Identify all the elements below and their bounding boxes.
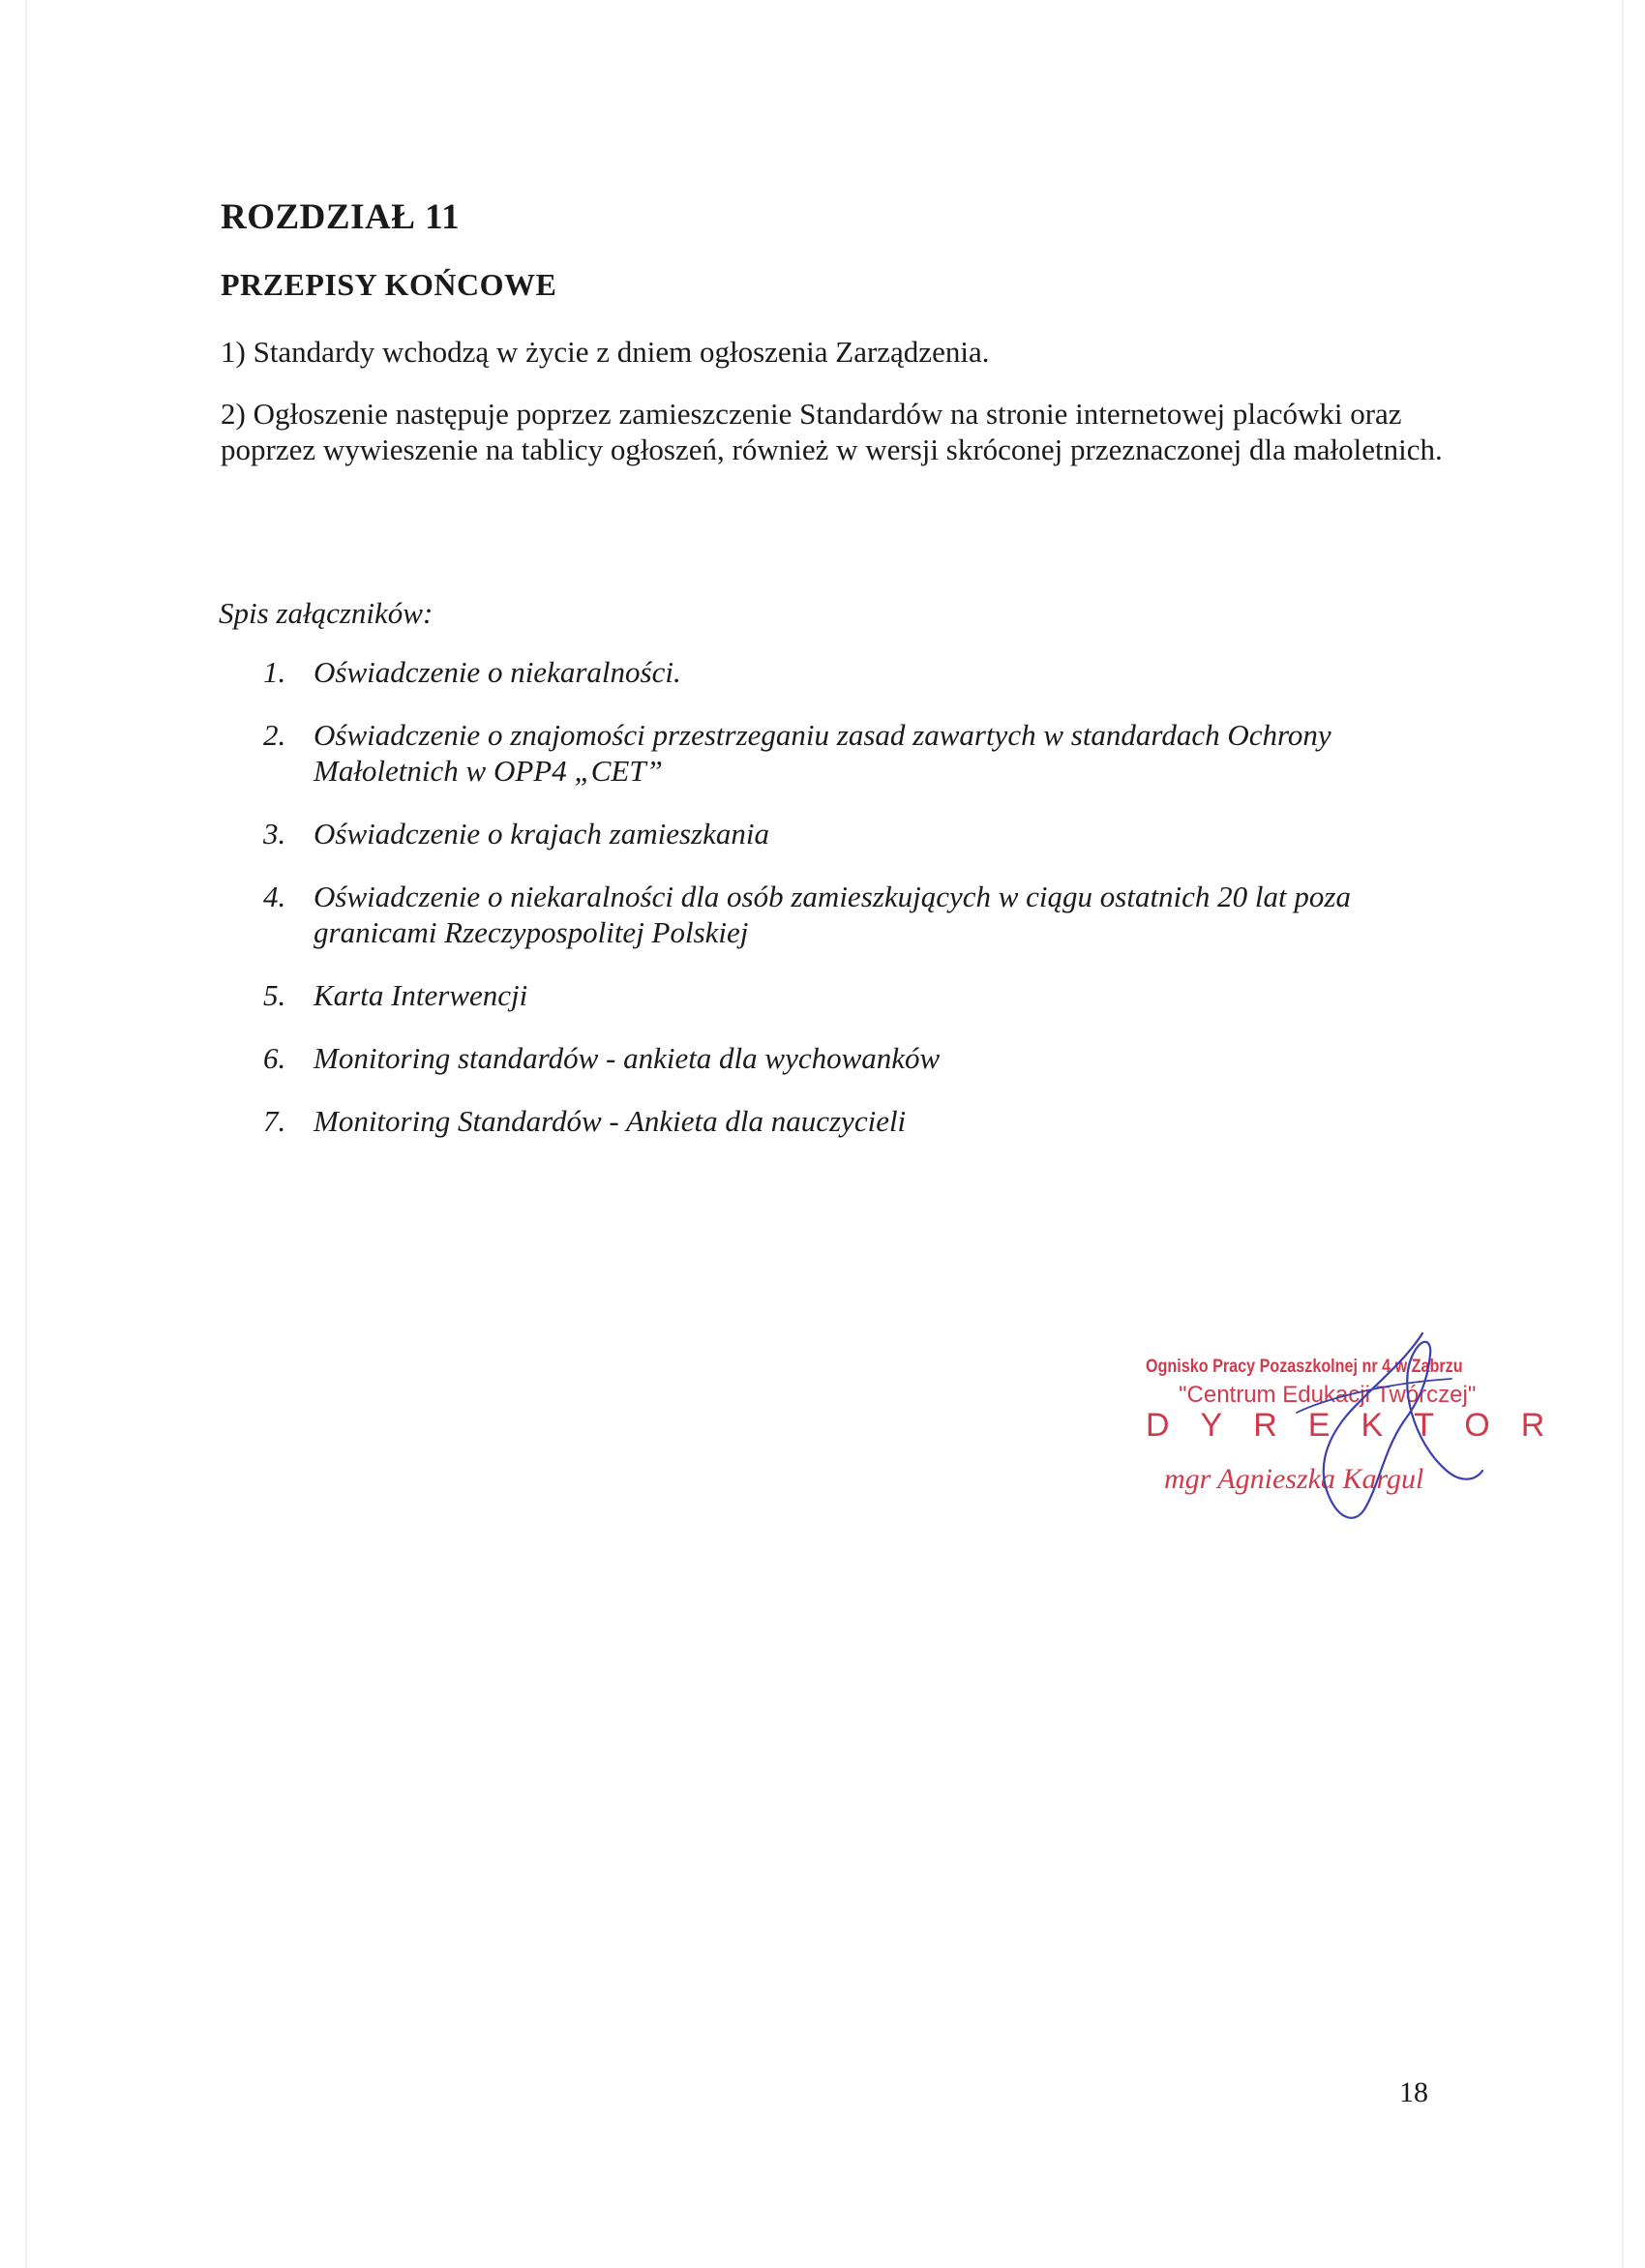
attachment-item: [263, 654, 1463, 690]
attachment-number: 7.: [263, 1104, 286, 1138]
paragraph-1: 1) Standardy wchodzą w życie z dniem ogłoszenia Zarządzenia.: [221, 335, 990, 369]
attachment-text: Oświadczenie o krajach zamieszkania: [314, 817, 769, 850]
stamp-person: mgr Agnieszka Kargul: [1164, 1463, 1424, 1495]
attachments-title: Spis załączników:: [219, 596, 434, 630]
attachment-item: [263, 1103, 1463, 1139]
attachment-number: 5.: [263, 978, 286, 1012]
attachment-list: [263, 654, 1463, 1166]
section-heading: PRZEPISY KOŃCOWE: [221, 267, 557, 302]
stamp-institution-name: "Centrum Edukacji Twórczej": [1179, 1382, 1477, 1408]
page-edge-right: [1622, 0, 1624, 2268]
page-edge-left: [25, 0, 27, 2268]
attachment-number: 4.: [263, 880, 286, 913]
attachment-item: [263, 879, 1463, 950]
attachment-number: 3.: [263, 817, 286, 850]
attachment-item: [263, 816, 1463, 851]
attachment-number: 2.: [263, 718, 286, 752]
attachment-text: Monitoring Standardów - Ankieta dla nauczycieli: [314, 1104, 907, 1138]
attachment-text: Oświadczenie o znajomości przestrzeganiu zasad zawartych w standardach Ochrony Małoletnich w OPP4 „CET”: [314, 718, 1331, 788]
attachment-number: 1.: [263, 655, 286, 689]
attachment-item: [263, 977, 1463, 1013]
handwritten-signature: [1258, 1326, 1490, 1538]
chapter-heading: ROZDZIAŁ 11: [221, 197, 461, 237]
attachment-text: Monitoring standardów - ankieta dla wychowanków: [314, 1041, 941, 1075]
attachment-text: Oświadczenie o niekaralności.: [314, 655, 681, 689]
page-number: 18: [1399, 2076, 1428, 2108]
attachment-text: Oświadczenie o niekaralności dla osób zamieszkujących w ciągu ostatnich 20 lat poza granicami Rzeczypospolitej Polskiej: [314, 880, 1351, 949]
stamp-title: DYREKTOR: [1146, 1407, 1576, 1444]
attachment-item: [263, 717, 1463, 789]
paragraph-2: 2) Ogłoszenie następuje poprzez zamieszczenie Standardów na stronie internetowej placówki oraz poprzez wywieszenie na tablicy ogłoszeń, również w wersji skróconej przeznaczonej dla małoletnich.: [221, 397, 1443, 466]
attachment-text: Karta Interwencji: [314, 978, 528, 1012]
attachment-number: 6.: [263, 1041, 286, 1075]
attachment-item: [263, 1040, 1463, 1076]
stamp-institution: Ognisko Pracy Pozaszkolnej nr 4 w Zabrzu: [1146, 1357, 1463, 1377]
